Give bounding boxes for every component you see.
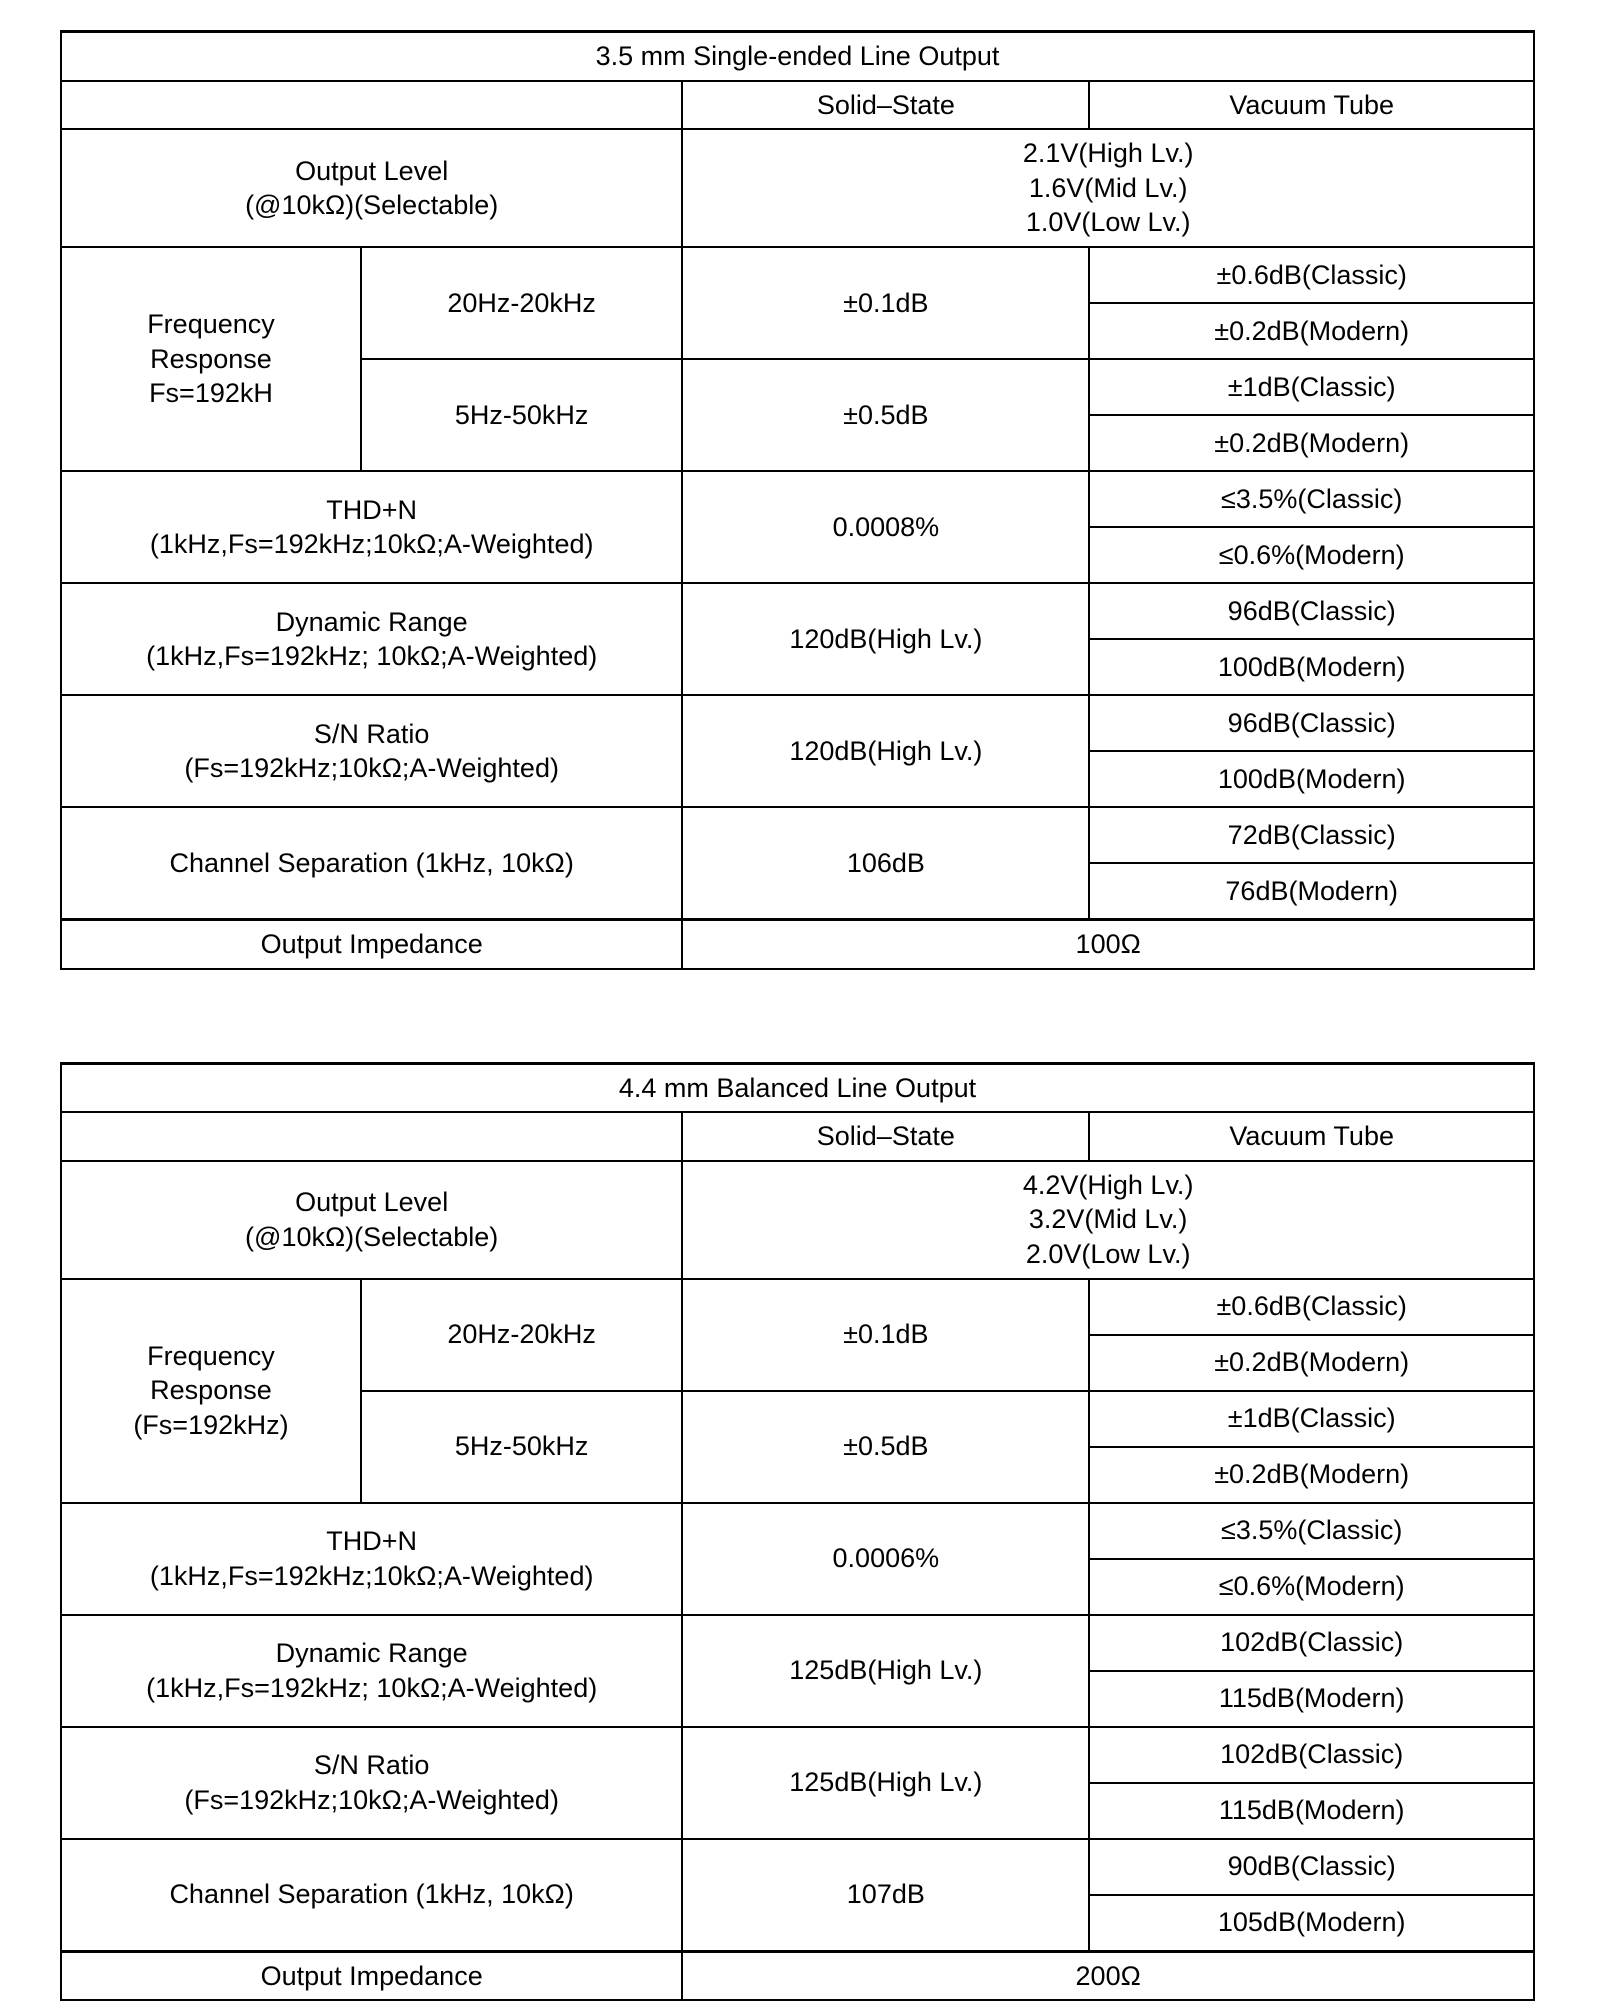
column-header-vacuum-tube: Vacuum Tube (1089, 81, 1534, 130)
table-title-row (61, 32, 1534, 81)
frequency-response-band2-tube-modern: ±0.2dB(Modern) (1089, 415, 1534, 471)
channel-separation-solid-state: 107dB (682, 1839, 1089, 1952)
thd-n-label (61, 471, 682, 583)
sn-ratio-label-line2: (Fs=192kHz;10kΩ;A-Weighted) (184, 753, 559, 784)
sn-ratio-label (61, 695, 682, 807)
column-header-row (61, 1112, 1534, 1161)
channel-separation-tube-modern: 105dB(Modern) (1089, 1895, 1534, 1952)
dynamic-range-label-line2: (1kHz,Fs=192kHz; 10kΩ;A-Weighted) (146, 641, 598, 672)
frequency-response-band2-solid-state: ±0.5dB (682, 1391, 1089, 1503)
frequency-response-band1-tube-classic: ±0.6dB(Classic) (1089, 247, 1534, 303)
frequency-response-band1-solid-state: ±0.1dB (682, 1279, 1089, 1391)
frequency-response-band2-range: 5Hz-50kHz (361, 359, 682, 471)
thd-n-tube-modern: ≤0.6%(Modern) (1089, 1559, 1534, 1615)
channel-separation-tube-modern: 76dB(Modern) (1089, 863, 1534, 920)
frequency-response-band2-tube-classic: ±1dB(Classic) (1089, 1391, 1534, 1447)
spec-table-single-ended (60, 30, 1535, 970)
frequency-response-band1-range: 20Hz-20kHz (361, 247, 682, 359)
row-channel-separation-classic (61, 1839, 1534, 1895)
output-level-label-line2: (@10kΩ)(Selectable) (245, 190, 499, 221)
row-sn-ratio-classic (61, 1727, 1534, 1783)
frequency-response-label (61, 247, 361, 471)
column-header-blank (61, 1112, 682, 1161)
row-dynamic-range-classic (61, 583, 1534, 639)
sn-ratio-solid-state: 120dB(High Lv.) (682, 695, 1089, 807)
column-header-row (61, 81, 1534, 130)
row-frequency-response-band1-classic (61, 1279, 1534, 1335)
channel-separation-label: Channel Separation (1kHz, 10kΩ) (61, 807, 682, 920)
frequency-response-label-line2: Response (150, 343, 272, 374)
output-level-label (61, 1161, 682, 1279)
frequency-response-label (61, 1279, 361, 1503)
sn-ratio-label-line1: S/N Ratio (313, 718, 430, 749)
thd-n-label-line1: THD+N (326, 1526, 418, 1557)
output-level-low: 2.0V(Low Lv.) (1025, 1239, 1191, 1269)
output-impedance-value: 200Ω (682, 1951, 1534, 2000)
dynamic-range-tube-modern: 100dB(Modern) (1089, 639, 1534, 695)
output-level-label (61, 129, 682, 247)
frequency-response-label-line2: Response (150, 1375, 272, 1406)
sn-ratio-tube-classic: 96dB(Classic) (1089, 695, 1534, 751)
dynamic-range-tube-classic: 96dB(Classic) (1089, 583, 1534, 639)
dynamic-range-label (61, 583, 682, 695)
channel-separation-tube-classic: 72dB(Classic) (1089, 807, 1534, 863)
sn-ratio-tube-modern: 115dB(Modern) (1089, 1783, 1534, 1839)
channel-separation-solid-state: 106dB (682, 807, 1089, 920)
output-level-label-line2: (@10kΩ)(Selectable) (245, 1221, 499, 1252)
dynamic-range-tube-classic: 102dB(Classic) (1089, 1615, 1534, 1671)
table-title: 4.4 mm Balanced Line Output (61, 1063, 1534, 1112)
table-title-row (61, 1063, 1534, 1112)
row-channel-separation-classic (61, 807, 1534, 863)
row-frequency-response-band1-classic (61, 247, 1534, 303)
dynamic-range-tube-modern: 115dB(Modern) (1089, 1671, 1534, 1727)
thd-n-label-line2: (1kHz,Fs=192kHz;10kΩ;A-Weighted) (149, 1560, 594, 1591)
output-impedance-label: Output Impedance (61, 920, 682, 969)
frequency-response-label-line3: (Fs=192kHz) (133, 1410, 289, 1440)
frequency-response-label-line3: Fs=192kH (149, 378, 273, 409)
output-level-value (682, 129, 1534, 247)
thd-n-solid-state: 0.0006% (682, 1503, 1089, 1615)
sn-ratio-label (61, 1727, 682, 1839)
output-level-label-line1: Output Level (295, 155, 449, 186)
channel-separation-tube-classic: 90dB(Classic) (1089, 1839, 1534, 1895)
frequency-response-band2-tube-modern: ±0.2dB(Modern) (1089, 1447, 1534, 1503)
output-level-low: 1.0V(Low Lv.) (1025, 207, 1191, 238)
thd-n-label-line2: (1kHz,Fs=192kHz;10kΩ;A-Weighted) (149, 529, 594, 560)
table-title: 3.5 mm Single-ended Line Output (61, 32, 1534, 81)
frequency-response-band1-tube-modern: ±0.2dB(Modern) (1089, 1335, 1534, 1391)
sn-ratio-solid-state: 125dB(High Lv.) (682, 1727, 1089, 1839)
thd-n-tube-modern: ≤0.6%(Modern) (1089, 527, 1534, 583)
dynamic-range-label-line1: Dynamic Range (275, 606, 468, 637)
frequency-response-band2-tube-classic: ±1dB(Classic) (1089, 359, 1534, 415)
frequency-response-band1-range: 20Hz-20kHz (361, 1279, 682, 1391)
output-level-high: 4.2V(High Lv.) (1022, 1169, 1194, 1200)
column-header-solid-state: Solid–State (682, 1112, 1089, 1161)
output-level-high: 2.1V(High Lv.) (1022, 138, 1194, 169)
sn-ratio-label-line1: S/N Ratio (313, 1750, 430, 1781)
row-output-level (61, 129, 1534, 247)
channel-separation-label: Channel Separation (1kHz, 10kΩ) (61, 1839, 682, 1952)
column-header-blank (61, 81, 682, 130)
column-header-solid-state: Solid–State (682, 81, 1089, 130)
output-level-label-line1: Output Level (295, 1187, 449, 1218)
output-impedance-value: 100Ω (682, 920, 1534, 969)
dynamic-range-solid-state: 120dB(High Lv.) (682, 583, 1089, 695)
table-gap-divider (60, 970, 1540, 1062)
thd-n-label-line1: THD+N (326, 494, 418, 525)
thd-n-label (61, 1503, 682, 1615)
frequency-response-label-line1: Frequency (147, 1340, 275, 1371)
row-dynamic-range-classic (61, 1615, 1534, 1671)
frequency-response-band1-tube-classic: ±0.6dB(Classic) (1089, 1279, 1534, 1335)
dynamic-range-solid-state: 125dB(High Lv.) (682, 1615, 1089, 1727)
row-thd-n-classic (61, 471, 1534, 527)
dynamic-range-label-line2: (1kHz,Fs=192kHz; 10kΩ;A-Weighted) (146, 1672, 598, 1703)
output-level-mid: 1.6V(Mid Lv.) (1028, 172, 1188, 203)
sn-ratio-tube-modern: 100dB(Modern) (1089, 751, 1534, 807)
dynamic-range-label (61, 1615, 682, 1727)
output-impedance-label: Output Impedance (61, 1951, 682, 2000)
thd-n-tube-classic: ≤3.5%(Classic) (1089, 471, 1534, 527)
frequency-response-band2-solid-state: ±0.5dB (682, 359, 1089, 471)
row-sn-ratio-classic (61, 695, 1534, 751)
frequency-response-label-line1: Frequency (147, 309, 275, 340)
output-level-value (682, 1161, 1534, 1279)
sn-ratio-tube-classic: 102dB(Classic) (1089, 1727, 1534, 1783)
row-output-impedance (61, 1951, 1534, 2000)
frequency-response-band1-tube-modern: ±0.2dB(Modern) (1089, 303, 1534, 359)
output-level-mid: 3.2V(Mid Lv.) (1028, 1204, 1188, 1235)
column-header-vacuum-tube: Vacuum Tube (1089, 1112, 1534, 1161)
sn-ratio-label-line2: (Fs=192kHz;10kΩ;A-Weighted) (184, 1784, 559, 1815)
spec-table-balanced (60, 1062, 1535, 2001)
row-thd-n-classic (61, 1503, 1534, 1559)
row-output-level (61, 1161, 1534, 1279)
frequency-response-band2-range: 5Hz-50kHz (361, 1391, 682, 1503)
thd-n-tube-classic: ≤3.5%(Classic) (1089, 1503, 1534, 1559)
row-output-impedance (61, 920, 1534, 969)
dynamic-range-label-line1: Dynamic Range (275, 1638, 468, 1669)
frequency-response-band1-solid-state: ±0.1dB (682, 247, 1089, 359)
thd-n-solid-state: 0.0008% (682, 471, 1089, 583)
